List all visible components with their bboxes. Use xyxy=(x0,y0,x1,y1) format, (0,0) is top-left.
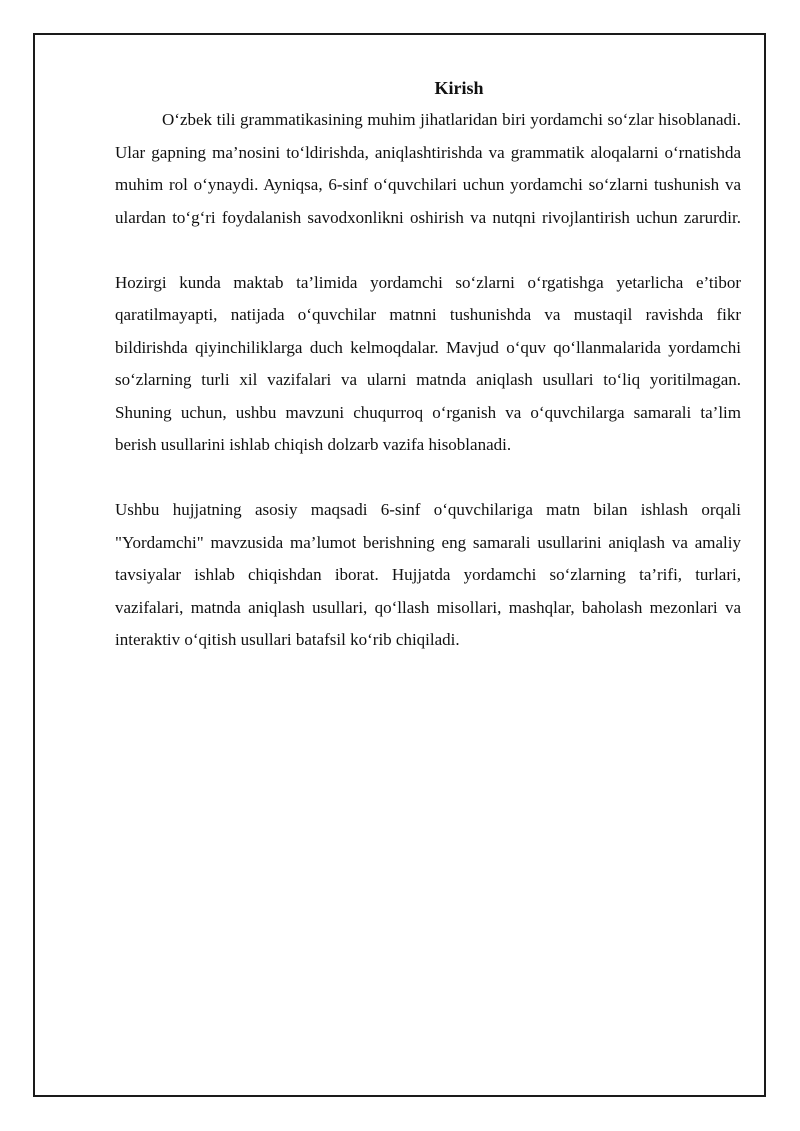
document-title: Kirish xyxy=(434,78,484,98)
paragraph-spacer xyxy=(115,462,741,495)
document-body xyxy=(115,76,741,657)
paragraph-problem: Hozirgi kunda maktab ta’limida yordamchi so‘zlarni o‘rgatishga yetarlicha e’tibor qaratilmayapti, natijada o‘quvchilar matnni tushunishda va mustaqil ravishda fikr bildirishda qiyinchiliklarga duch kelmoqdalar. Mavjud o‘quv qo‘llanmalarida yordamchi so‘zlarning turli xil vazifalari va ularni matnda aniqlash usullari to‘liq yoritilmagan. Shuning uchun, ushbu mavzuni chuqurroq o‘rganish va o‘quvchilarga samarali ta’lim berish usullarini ishlab chiqish dolzarb vazifa hisoblanadi. xyxy=(115,272,741,454)
paragraph-spacer xyxy=(115,234,741,267)
paragraph-intro: O‘zbek tili grammatikasining muhim jihatlaridan biri yordamchi so‘zlar hisoblanadi. Ular gapning ma’nosini to‘ldirishda, aniqlashtirishda va grammatik aloqalarni o‘rnatishda muhim rol o‘ynaydi. Ayniqsa, 6-sinf o‘quvchilari uchun yordamchi so‘zlarni tushunish va ulardan to‘g‘ri foydalanish savodxonlikni oshirish va nutqni rivojlantirish uchun zarurdir. xyxy=(115,110,741,227)
paragraph-goal: Ushbu hujjatning asosiy maqsadi 6-sinf o‘quvchilariga matn bilan ishlash orqali "Yordamchi" mavzusida ma’lumot berishning eng samarali usullarini aniqlash va amaliy tavsiyalar ishlab chiqishdan iborat. Hujjatda yordamchi so‘zlarning ta’rifi, turlari, vazifalari, matnda aniqlash usullari, qo‘llash misollari, mashqlar, baholash mezonlari va interaktiv o‘qitish usullari batafsil ko‘rib chiqiladi. xyxy=(115,500,741,649)
